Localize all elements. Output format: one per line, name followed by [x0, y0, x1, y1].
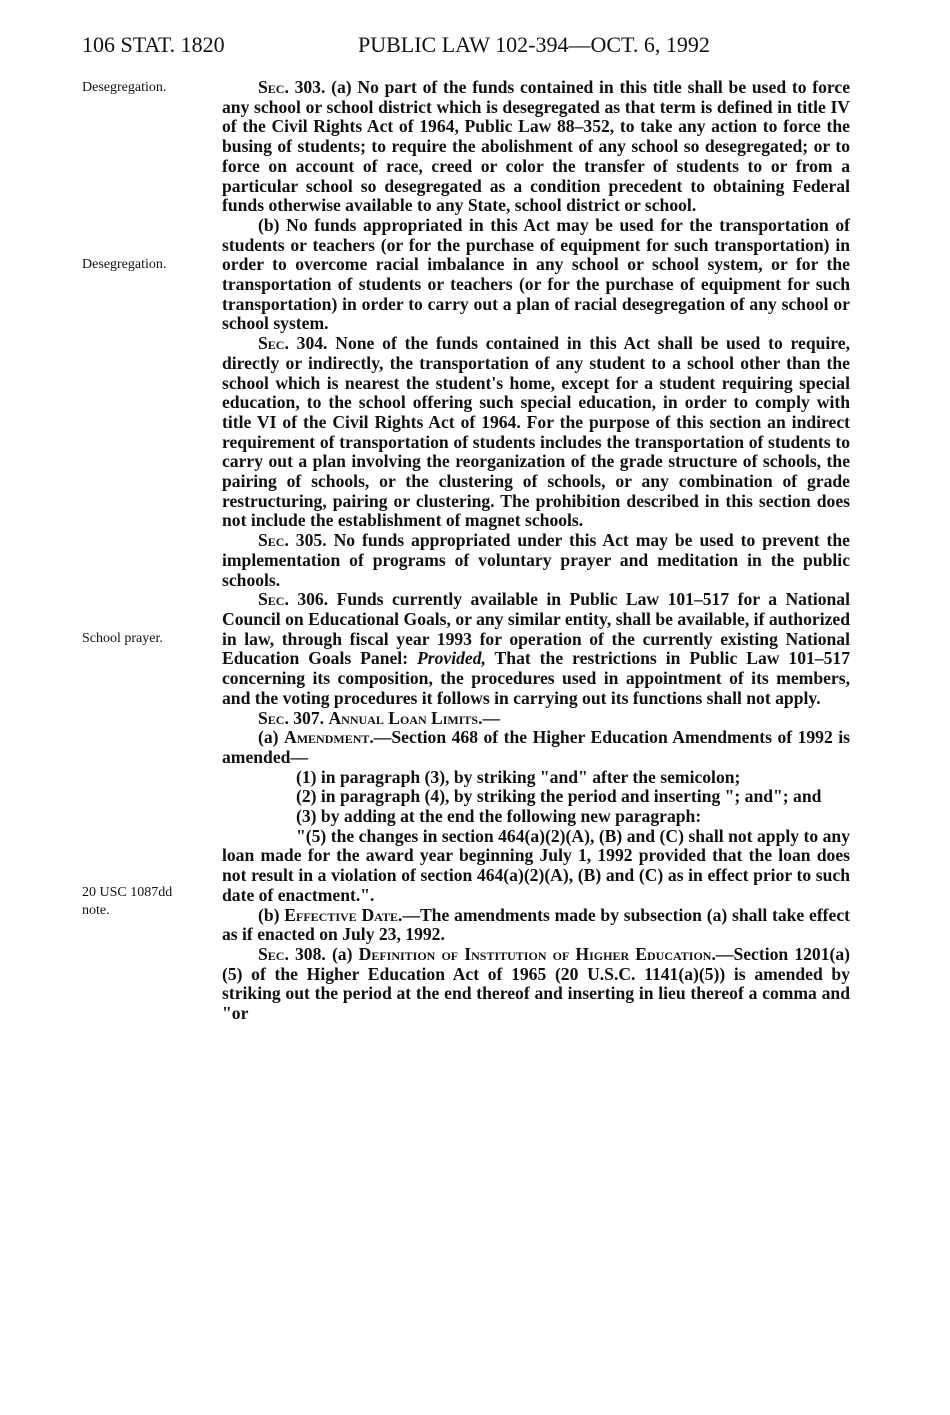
stat-reference: 106 STAT. 1820 [82, 32, 225, 57]
margin-note-school-prayer: School prayer. [82, 631, 163, 646]
margin-note-usc-citation [82, 884, 212, 920]
section-307a-title: Amendment [284, 727, 370, 748]
section-306-text-before: Funds currently available in Public Law 101–517 for a National Council on Educational Goals, or any similar entity, shall be available, if authorized in law, through fiscal year 1993 for operation of the currently existing National Education Goals Panel: [222, 589, 850, 669]
section-303b: (b) No funds appropriated in this Act may be used for the transportation of students or teachers (or for the purchase of equipment for such transportation) in order to overcome racial imbalance in any school or school system, or for the transportation of students or teachers (or for the purchase of equipment for such transportation) in order to carry out a plan of racial desegregation of any school or school system. [222, 214, 850, 334]
law-title: PUBLIC LAW 102-394—OCT. 6, 1992 [358, 32, 710, 57]
section-306 [222, 590, 850, 708]
section-307-title-suffix: .— [478, 707, 501, 728]
section-306-proviso: Provided, [417, 648, 486, 669]
section-308a-label: (a) [325, 943, 359, 964]
section-304-heading: Sec. 304. [258, 333, 328, 354]
usc-citation-line2: note. [82, 903, 110, 918]
section-305 [222, 531, 850, 590]
section-307a-text: .—Section 468 of the Higher Education Amendments of 1992 is amended— [222, 727, 850, 767]
section-307a-label: (a) [258, 727, 285, 748]
section-307-item-3: (3) by adding at the end the following new paragraph: [296, 806, 702, 827]
section-303a [222, 78, 850, 216]
section-308a-title: Definition of Institution of Higher Education [358, 943, 712, 964]
section-305-text: No funds appropriated under this Act may be used to prevent the implementation of programs of voluntary prayer and meditation in the public schools. [222, 530, 850, 590]
statute-body [222, 78, 850, 1024]
usc-citation-line1: 20 USC 1087dd [82, 885, 173, 900]
page-header [82, 32, 852, 62]
section-307b-text: .—The amendments made by subsection (a) shall take effect as if enacted on July 23, 1992. [222, 904, 851, 945]
margin-note-desegregation-b: Desegregation. [82, 257, 167, 272]
section-307b-label: (b) [258, 904, 285, 925]
section-307-quoted-paragraph: "(5) the changes in section 464(a)(2)(A), (B) and (C) shall not apply to any loan made for the award year beginning July 1, 1992 provided that the loan does not result in a violation of section 464(a)(2)(A), (B) and (C) as in effect prior to such date of enactment.". [222, 825, 850, 905]
section-307-item-2: (2) in paragraph (4), by striking the period and inserting "; and"; and [296, 786, 822, 807]
section-306-heading: Sec. 306. [258, 589, 329, 610]
section-307a [222, 728, 850, 767]
section-308a-text: .—Section 1201(a)(5) of the Higher Education Act of 1965 (20 U.S.C. 1141(a)(5)) is amended by striking out the period at the end thereof and inserting in lieu thereof a comma and "or [222, 943, 851, 1024]
section-307b [222, 906, 850, 945]
section-305-heading: Sec. 305. [258, 530, 327, 551]
section-306-text-after: That the restrictions in Public Law 101–517 concerning its composition, the procedures used in appointment of its members, and the voting procedures it follows in carrying out its functions shall not apply. [222, 648, 850, 708]
section-307-heading: Sec. 307. [258, 707, 325, 728]
section-308-heading: Sec. 308. [258, 943, 326, 964]
section-307-heading-line [222, 709, 850, 729]
section-307-item-1: (1) in paragraph (3), by striking "and" after the semicolon; [296, 766, 741, 787]
section-304-text: None of the funds contained in this Act shall be used to require, directly or indirectly, the transportation of any student to a school other than the school which is nearest the student's home, except for a student requiring special education, to the school offering such special education, in order to comply with title VI of the Civil Rights Act of 1964. For the purpose of this section an indirect requirement of transportation of students includes the transportation of students to carry out a plan involving the reorganization of the grade structure of schools, the pairing of schools, or the clustering of schools, or any combination of grade restructuring, pairing or clustering. The prohibition described in this section does not include the establishment of magnet schools. [222, 333, 850, 531]
section-307-title: Annual Loan Limits [328, 707, 479, 728]
margin-note-desegregation: Desegregation. [82, 80, 167, 95]
section-303a-text: (a) No part of the funds contained in this title shall be used to force any school or school district which is desegregated as that term is defined in title IV of the Civil Rights Act of 1964, Public Law 88–352, to take any action to force the busing of students; to require the abolishment of any school so desegregated; or to force on account of race, creed or color the transfer of students to or from a particular school so desegregated as a condition precedent to obtaining Federal funds otherwise available to any State, school district or school. [222, 77, 850, 216]
section-307b-title: Effective Date [284, 904, 398, 925]
section-304 [222, 334, 850, 531]
section-308a [222, 945, 850, 1024]
section-303-heading: Sec. 303. [258, 77, 326, 97]
